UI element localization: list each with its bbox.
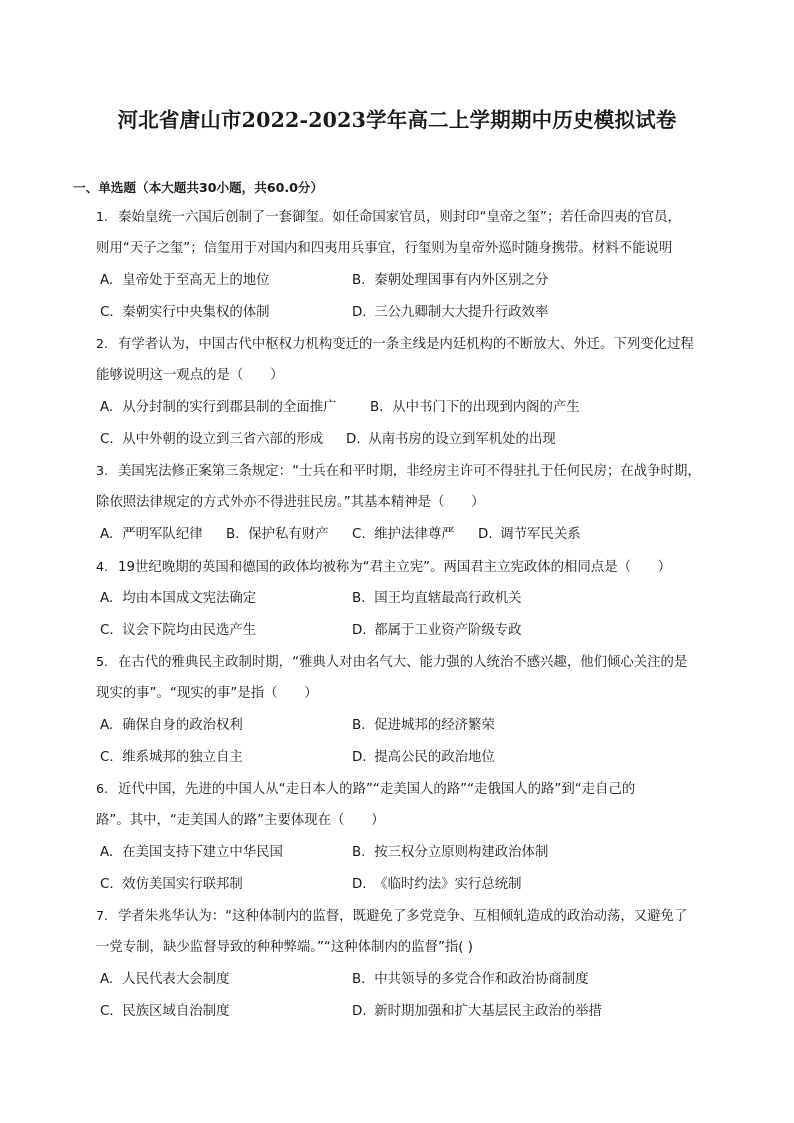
question-text: 能够说明这一观点的是（ ） [96, 368, 284, 383]
option-row [100, 620, 724, 652]
option-a[interactable] [100, 842, 283, 864]
option-b[interactable] [352, 969, 589, 991]
option-letter: D. [352, 1004, 367, 1019]
option-text: 都属于工业资产阶级专政 [374, 623, 522, 638]
option-b[interactable] [352, 842, 548, 864]
option-row [100, 429, 724, 461]
option-a[interactable] [100, 270, 270, 292]
option-d[interactable] [352, 747, 495, 769]
question-6 [96, 778, 720, 842]
option-text: 《临时约法》实行总统制 [374, 877, 522, 892]
option-c[interactable] [100, 747, 243, 769]
question-line [96, 905, 720, 937]
option-text: 三公九卿制大大提升行政效率 [374, 305, 549, 320]
question-number: 1. [96, 209, 109, 224]
option-row [100, 397, 724, 429]
option-letter: D. [352, 623, 367, 638]
option-c[interactable] [100, 1001, 229, 1023]
option-text: 人民代表大会制度 [122, 972, 230, 987]
options-7 [100, 969, 724, 1033]
option-letter: A. [100, 591, 114, 606]
option-d[interactable] [352, 302, 548, 324]
option-letter: B. [352, 845, 366, 860]
option-letter: A. [100, 273, 114, 288]
option-d[interactable] [346, 429, 556, 451]
option-letter: B. [370, 400, 384, 415]
option-text: 从中外朝的设立到三省六部的形成 [122, 432, 324, 447]
option-text: 从南书房的设立到军机处的出现 [368, 432, 556, 447]
option-b[interactable] [226, 524, 329, 546]
question-text: 秦始皇统一六国后创制了一套御玺。如任命国家官员，则封印“皇帝之玺”；若任命四夷的官员， [118, 210, 681, 225]
option-letter: D. [352, 877, 367, 892]
option-d[interactable] [352, 1001, 602, 1023]
question-line [74, 492, 720, 524]
option-a[interactable] [100, 588, 256, 610]
option-row [100, 715, 724, 747]
option-letter: A. [100, 527, 114, 542]
question-text: 19世纪晚期的英国和德国的政体均被称为“君主立宪”。两国君主立宪政体的相同点是（ ） [118, 560, 672, 575]
question-number: 3. [96, 463, 109, 478]
option-c[interactable] [352, 524, 455, 546]
option-letter: A. [100, 972, 114, 987]
option-letter: C. [352, 527, 366, 542]
option-text: 均由本国成文宪法确定 [122, 591, 257, 606]
option-text: 从中书门下的出现到内阁的产生 [392, 400, 580, 415]
option-letter: A. [100, 718, 114, 733]
option-a[interactable] [100, 715, 243, 737]
question-text: 美国宪法修正案第三条规定：“士兵在和平时期，非经房主许可不得驻扎于任何民房；在战争时期， [118, 464, 701, 479]
question-line [74, 365, 720, 397]
option-text: 在美国支持下建立中华民国 [122, 845, 283, 860]
question-text: 在古代的雅典民主政制时期，“雅典人对由名气大、能力强的人统治不感兴趣，他们倾心关注的是 [118, 655, 688, 670]
question-number: 2. [96, 336, 109, 351]
option-letter: B. [226, 527, 240, 542]
option-text: 确保自身的政治权利 [122, 718, 243, 733]
question-line [74, 683, 720, 715]
option-row [100, 747, 724, 779]
option-row [100, 302, 724, 334]
option-letter: C. [100, 432, 114, 447]
option-text: 严明军队纪律 [122, 527, 203, 542]
option-letter: C. [100, 1004, 114, 1019]
question-5 [96, 651, 720, 715]
question-2 [96, 333, 720, 397]
question-line [96, 333, 720, 365]
question-number: 4. [96, 559, 109, 574]
option-c[interactable] [100, 429, 323, 451]
page-title: 河北省唐山市2022-2023学年高二上学期期中历史模拟试卷 [117, 108, 677, 132]
option-c[interactable] [100, 302, 270, 324]
option-a[interactable] [100, 969, 229, 991]
option-letter: C. [100, 623, 114, 638]
option-row [100, 874, 724, 906]
option-letter: D. [352, 305, 367, 320]
option-a[interactable] [100, 397, 337, 419]
options-5 [100, 715, 724, 779]
option-a[interactable] [100, 524, 203, 546]
question-line [96, 206, 720, 238]
question-line [96, 460, 720, 492]
option-text: 民族区域自治制度 [122, 1004, 230, 1019]
question-line [96, 556, 720, 588]
question-3 [96, 460, 720, 524]
question-text: 除依照法律规定的方式外亦不得进驻民房。”其基本精神是（ ） [96, 495, 485, 510]
option-c[interactable] [100, 874, 243, 896]
option-text: 维护法律尊严 [374, 527, 455, 542]
option-text: 国王均直辖最高行政机关 [374, 591, 522, 606]
question-text: 有学者认为，中国古代中枢权力机构变迁的一条主线是内廷机构的不断放大、外迁。下列变化过程 [118, 337, 694, 352]
option-row [100, 969, 724, 1001]
option-letter: B. [352, 273, 366, 288]
options-3 [100, 524, 724, 556]
option-letter: C. [100, 877, 114, 892]
options-1 [100, 270, 724, 334]
options-4 [100, 588, 724, 652]
question-text: 现实的事”。“现实的事”是指（ ） [96, 686, 318, 701]
question-line [96, 651, 720, 683]
option-b[interactable] [352, 270, 548, 292]
option-text: 促进城邦的经济繁荣 [374, 718, 495, 733]
question-text: 近代中国，先进的中国人从“走日本人的路”“走美国人的路”“走俄国人的路”到“走自己的 [118, 782, 636, 797]
option-text: 调节军民关系 [500, 527, 581, 542]
option-letter: A. [100, 845, 114, 860]
option-b[interactable] [370, 397, 580, 419]
option-text: 效仿美国实行联邦制 [122, 877, 243, 892]
question-text: 学者朱兆华认为：“这种体制内的监督，既避免了多党竞争、互相倾轧造成的政治动荡，又避免了 [118, 909, 688, 924]
option-text: 保护私有财产 [248, 527, 329, 542]
option-letter: D. [478, 527, 493, 542]
question-text: 路”。其中，“走美国人的路”主要体现在（ ） [96, 813, 385, 828]
option-text: 维系城邦的独立自主 [122, 750, 243, 765]
question-number: 7. [96, 908, 109, 923]
option-text: 新时期加强和扩大基层民主政治的举措 [374, 1004, 602, 1019]
option-letter: C. [100, 750, 114, 765]
option-row [100, 842, 724, 874]
options-2 [100, 397, 724, 461]
option-row [100, 524, 724, 556]
option-letter: D. [352, 750, 367, 765]
question-line [74, 937, 720, 969]
option-letter: D. [346, 432, 361, 447]
option-text: 议会下院均由民选产生 [122, 623, 257, 638]
option-text: 秦朝实行中央集权的体制 [122, 305, 270, 320]
option-text: 从分封制的实行到郡县制的全面推广 [122, 400, 337, 415]
option-c[interactable] [100, 620, 256, 642]
question-1 [96, 206, 720, 270]
option-text: 按三权分立原则构建政治体制 [374, 845, 549, 860]
option-d[interactable] [352, 620, 522, 642]
option-row [100, 1001, 724, 1033]
option-text: 皇帝处于至高无上的地位 [122, 273, 270, 288]
question-line [74, 238, 720, 270]
question-line [74, 810, 720, 842]
option-letter: A. [100, 400, 114, 415]
option-b[interactable] [352, 588, 522, 610]
section-heading: 一、单选题（本大题共30小题，共60.0分） [73, 180, 324, 195]
option-b[interactable] [352, 715, 495, 737]
option-letter: B. [352, 972, 366, 987]
options-6 [100, 842, 724, 906]
question-4 [96, 556, 720, 588]
option-text: 中共领导的多党合作和政治协商制度 [374, 972, 589, 987]
option-text: 提高公民的政治地位 [374, 750, 495, 765]
option-letter: B. [352, 591, 366, 606]
option-letter: C. [100, 305, 114, 320]
option-d[interactable] [352, 874, 522, 896]
question-line [96, 778, 720, 810]
question-7 [96, 905, 720, 969]
option-letter: B. [352, 718, 366, 733]
option-text: 秦朝处理国事有内外区别之分 [374, 273, 549, 288]
option-d[interactable] [478, 524, 581, 546]
option-row [100, 270, 724, 302]
question-number: 6. [96, 781, 109, 796]
question-text: 一党专制，缺少监督导致的种种弊端。”“这种体制内的监督”指( ) [96, 940, 473, 955]
question-number: 5. [96, 654, 109, 669]
question-text: 则用“天子之玺”；信玺用于对国内和四夷用兵事宜，行玺则为皇帝外巡时随身携带。材料不能说明 [96, 241, 673, 256]
option-row [100, 588, 724, 620]
